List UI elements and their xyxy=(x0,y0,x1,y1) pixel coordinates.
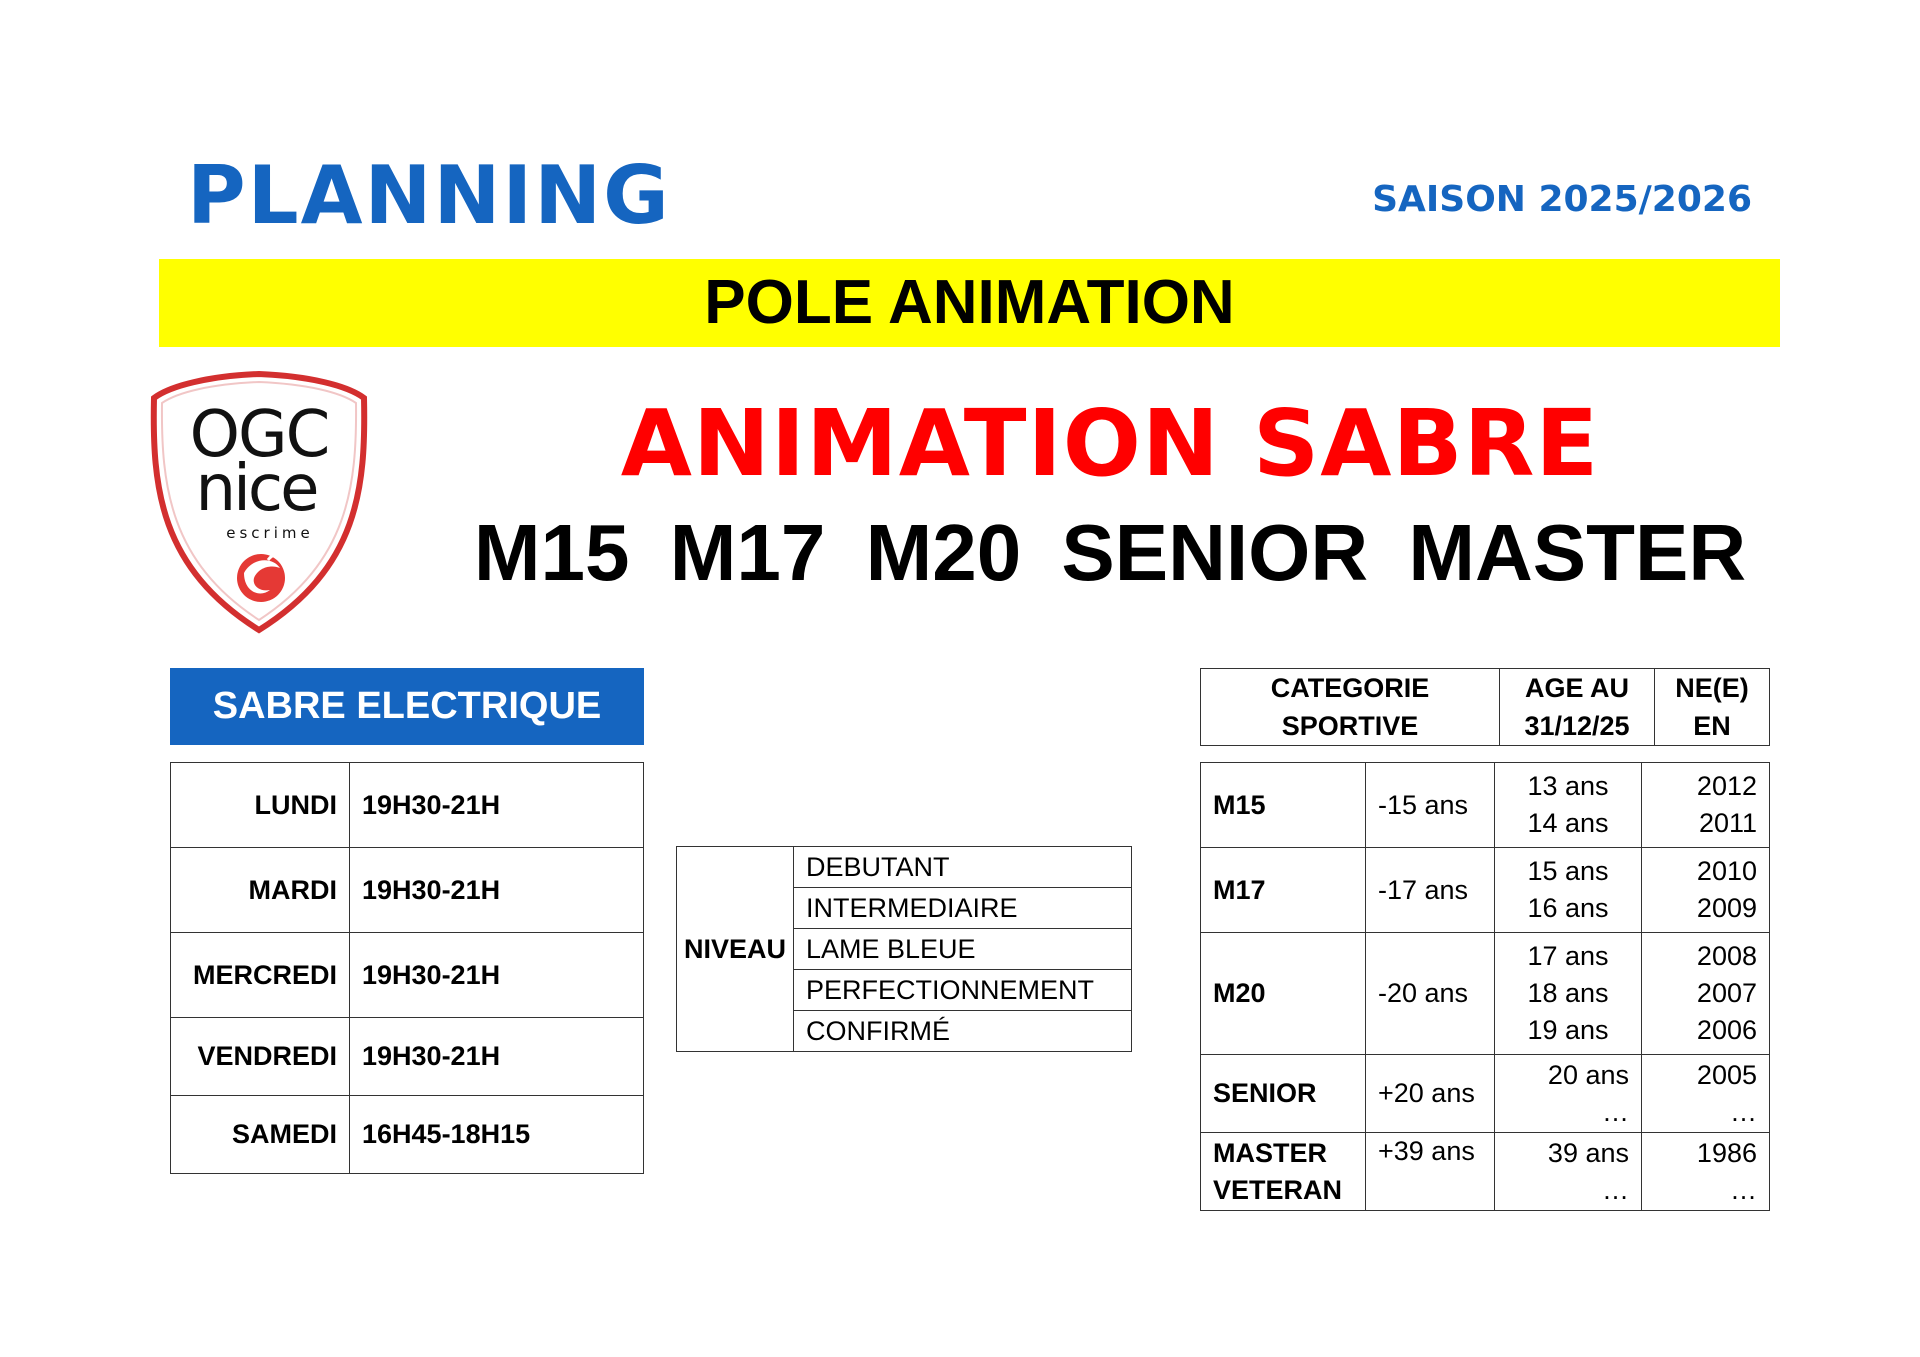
schedule-row xyxy=(171,933,644,1018)
category-ages xyxy=(1495,763,1642,848)
year-value: 2009 xyxy=(1696,893,1757,923)
header-nee xyxy=(1655,669,1770,746)
age-value: … xyxy=(1602,1096,1629,1127)
niveau-table xyxy=(676,846,1132,1052)
category-table xyxy=(1200,762,1770,1211)
year-value: 2007 xyxy=(1696,978,1757,1008)
category-name: M15 xyxy=(1201,763,1366,848)
schedule-day: SAMEDI xyxy=(171,1096,350,1174)
category-row xyxy=(1201,1133,1770,1211)
category-ages xyxy=(1495,933,1642,1055)
age-value: 39 ans xyxy=(1547,1137,1629,1168)
niveau-level: CONFIRMÉ xyxy=(794,1011,1132,1052)
year-value: … xyxy=(1730,1174,1757,1205)
pole-banner xyxy=(159,259,1780,347)
age-value: 13 ans xyxy=(1527,771,1609,801)
age-value: 16 ans xyxy=(1527,893,1609,923)
year-value: 2005 xyxy=(1696,1059,1757,1090)
niveau-level: INTERMEDIAIRE xyxy=(794,888,1132,929)
category-limit: +39 ans xyxy=(1366,1133,1495,1211)
category-header-table xyxy=(1200,668,1770,746)
category-name: M17 xyxy=(1201,848,1366,933)
header-age-line: 31/12/25 xyxy=(1524,711,1630,741)
planning-title: PLANNING xyxy=(187,149,671,242)
year-value: 2011 xyxy=(1698,808,1757,838)
season-label: SAISON 2025/2026 xyxy=(1372,179,1752,220)
header-age xyxy=(1500,669,1655,746)
header-categorie xyxy=(1201,669,1500,746)
category-limit: -20 ans xyxy=(1366,933,1495,1055)
category-ages xyxy=(1495,1055,1642,1133)
phoenix-emblem-icon xyxy=(237,554,285,602)
category-years xyxy=(1642,763,1770,848)
age-value: 18 ans xyxy=(1527,978,1609,1008)
category-years xyxy=(1642,933,1770,1055)
header-nee-line: EN xyxy=(1693,711,1731,741)
category-row xyxy=(1201,1055,1770,1133)
niveau-label: NIVEAU xyxy=(677,847,794,1052)
age-value: 15 ans xyxy=(1527,856,1609,886)
category-name-line: VETERAN xyxy=(1213,1174,1343,1205)
schedule-row xyxy=(171,1096,644,1174)
category-name: M20 xyxy=(1201,933,1366,1055)
logo-text-nice: nice xyxy=(195,452,317,526)
category-years xyxy=(1642,1133,1770,1211)
category-row xyxy=(1201,763,1770,848)
year-value: 2010 xyxy=(1696,856,1757,886)
year-value: 1986 xyxy=(1696,1137,1757,1168)
year-value: 2006 xyxy=(1696,1015,1757,1045)
schedule-day: VENDREDI xyxy=(171,1018,350,1096)
niveau-level: PERFECTIONNEMENT xyxy=(794,970,1132,1011)
category-header-row xyxy=(1201,669,1770,746)
category-ages xyxy=(1495,848,1642,933)
age-value: 17 ans xyxy=(1527,941,1609,971)
category-limit: -17 ans xyxy=(1366,848,1495,933)
year-value: 2012 xyxy=(1696,771,1757,801)
schedule-time: 19H30-21H xyxy=(350,848,644,933)
categories-subtitle: M15 M17 M20 SENIOR MASTER xyxy=(473,508,1747,597)
schedule-time: 19H30-21H xyxy=(350,933,644,1018)
schedule-day: MERCREDI xyxy=(171,933,350,1018)
age-value: 14 ans xyxy=(1527,808,1609,838)
age-value: 19 ans xyxy=(1527,1015,1609,1045)
year-value: 2008 xyxy=(1696,941,1757,971)
category-years xyxy=(1642,1055,1770,1133)
category-name: SENIOR xyxy=(1201,1055,1366,1133)
header-nee-line: NE(E) xyxy=(1675,673,1749,703)
category-name-line: MASTER xyxy=(1213,1137,1327,1168)
niveau-row xyxy=(677,847,1132,888)
category-limit: +20 ans xyxy=(1366,1055,1495,1133)
sabre-electrique-label: SABRE ELECTRIQUE xyxy=(212,685,602,727)
age-value: 20 ans xyxy=(1547,1059,1629,1090)
schedule-time: 16H45-18H15 xyxy=(350,1096,644,1174)
schedule-row xyxy=(171,848,644,933)
age-value: … xyxy=(1602,1174,1629,1205)
logo-text-ogc: OGC xyxy=(189,398,329,472)
ogc-nice-escrime-logo xyxy=(148,368,370,636)
schedule-time: 19H30-21H xyxy=(350,763,644,848)
category-ages xyxy=(1495,1133,1642,1211)
schedule-row xyxy=(171,763,644,848)
category-name xyxy=(1201,1133,1366,1211)
schedule-day: MARDI xyxy=(171,848,350,933)
category-years xyxy=(1642,848,1770,933)
niveau-level: DEBUTANT xyxy=(794,847,1132,888)
header-age-line: AGE AU xyxy=(1524,673,1629,703)
pole-title: POLE ANIMATION xyxy=(704,268,1235,337)
header-categorie-line: CATEGORIE xyxy=(1270,673,1430,703)
sabre-electrique-header xyxy=(170,668,644,745)
schedule-row xyxy=(171,1018,644,1096)
niveau-level: LAME BLEUE xyxy=(794,929,1132,970)
animation-title: ANIMATION SABRE xyxy=(620,390,1600,497)
logo-text-escrime: escrime xyxy=(226,524,314,542)
schedule-day: LUNDI xyxy=(171,763,350,848)
schedule-time: 19H30-21H xyxy=(350,1018,644,1096)
category-row xyxy=(1201,933,1770,1055)
category-row xyxy=(1201,848,1770,933)
category-limit: -15 ans xyxy=(1366,763,1495,848)
schedule-table xyxy=(170,762,644,1174)
header-categorie-line: SPORTIVE xyxy=(1281,711,1419,741)
year-value: … xyxy=(1730,1096,1757,1127)
